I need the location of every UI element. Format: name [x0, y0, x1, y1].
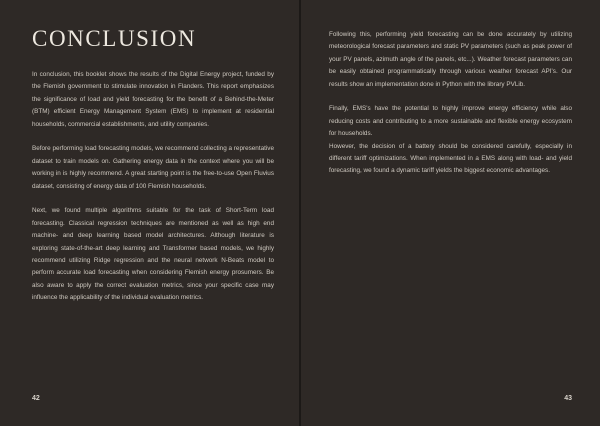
left-page	[0, 0, 299, 426]
page-title: CONCLUSION	[32, 26, 197, 51]
paragraph: However, the decision of a battery should be considered carefully, especially in different tariff optimizations. When implemented in a EMS along with load- and yield forecasting, we found a dynamic tariff yields the biggest economic advantages.	[329, 142, 572, 175]
paragraph: Finally, EMS's have the potential to highly improve energy efficiency while also reducing costs and contributing to a more sustainable and flexible energy ecosystem for households.	[329, 105, 572, 138]
page-number: 43	[564, 395, 572, 402]
left-text-column	[32, 69, 274, 317]
paragraph: Next, we found multiple algorithms suitable for the task of Short-Term load forecasting. Classical regression techniques are mentioned as well as high end machine- and deep learning based model architectures. Although literature is exploring state-of-the-art deep learning and Transformer based models, we highly recommend utilizing Ridge regression and the neural network N-Beats model to perform accurate load forecasting when considering Flemish energy prosumers. Be also aware to apply the correct evaluation metrics, since your specific case may influence the applicability of the individual evaluation metrics.	[32, 207, 274, 302]
page-number: 42	[32, 395, 40, 402]
paragraph: Following this, performing yield forecasting can be done accurately by utilizing meteorological forecast parameters and static PV parameters (such as peak power of your PV panels, azimuth angle of the panels, etc...). Weather forecast parameters can be easily obtained programmatically through various weather forecast API's. Our results show an implementation done in Python with the library PVLib.	[329, 31, 572, 88]
paragraph: Before performing load forecasting models, we recommend collecting a representative dataset to train models on. Gathering energy data in the context where you will be working in is highly recommend. A great starting point is the free-to-use Open Fluvius dataset, consisting of energy data of 100 Flemish households.	[32, 145, 274, 190]
right-text-column	[329, 29, 572, 190]
right-page	[301, 0, 600, 426]
paragraph: In conclusion, this booklet shows the results of the Digital Energy project, funded by the Flemish government to stimulate innovation in Flanders. This report emphasizes the significance of load and yield forecasting for the benefit of a Behind-the-Meter (BTM) efficient Energy Management System (EMS) to implement at residential households, commercial establishments, and utility companies.	[32, 71, 274, 128]
